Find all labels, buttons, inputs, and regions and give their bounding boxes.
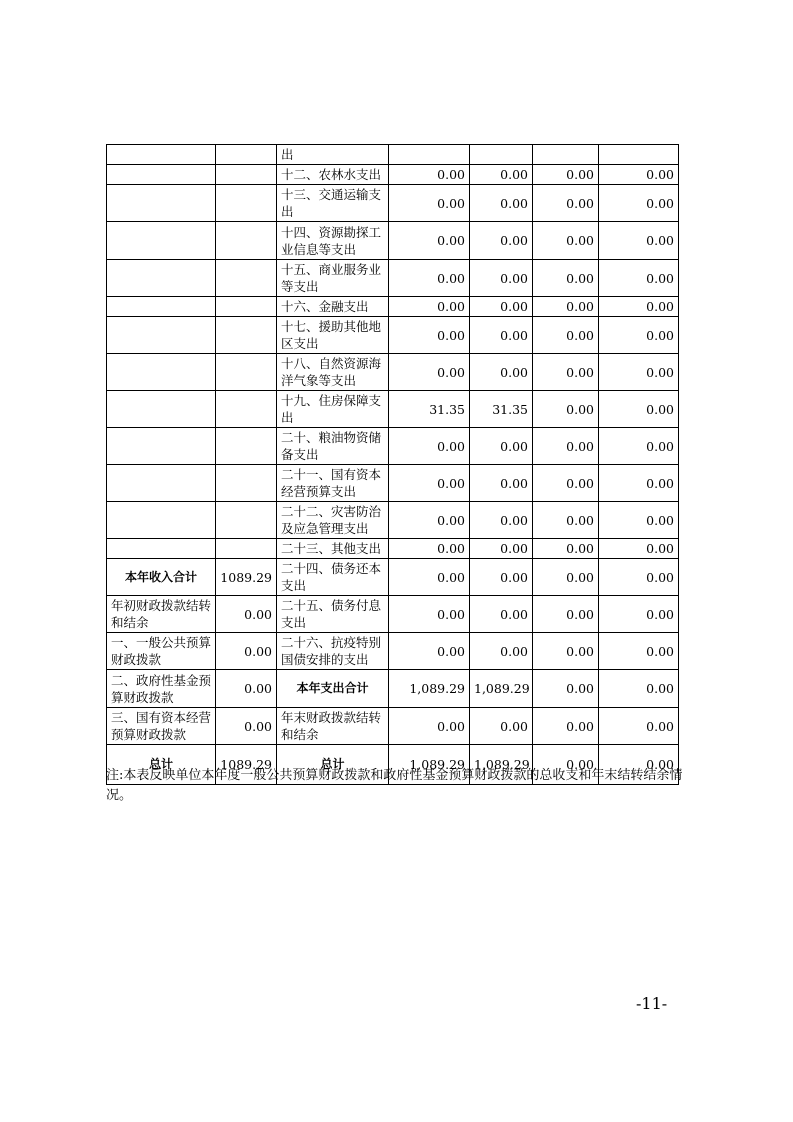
value-cell: 0.00 [389,222,470,260]
left-value-cell [216,539,277,559]
left-label-cell: 三、国有资本经营预算财政拨款 [107,708,216,745]
value-cell: 0.00 [389,596,470,633]
left-label-cell [107,260,216,297]
value-cell: 0.00 [389,185,470,222]
value-cell: 0.00 [470,596,533,633]
left-label-cell [107,502,216,539]
item-cell: 出 [277,145,389,165]
left-value-cell: 0.00 [216,596,277,633]
left-label-cell: 总计 [107,745,216,785]
value-cell: 0.00 [533,465,599,502]
value-cell: 0.00 [389,354,470,391]
value-cell: 0.00 [470,165,533,185]
value-cell [389,145,470,165]
value-cell: 0.00 [599,708,679,745]
left-label-cell: 二、政府性基金预算财政拨款 [107,670,216,708]
table-row [107,145,679,165]
value-cell: 0.00 [389,539,470,559]
value-cell: 0.00 [470,260,533,297]
table-row [107,185,679,222]
table-row [107,297,679,317]
left-value-cell [216,465,277,502]
value-cell: 0.00 [533,559,599,596]
value-cell: 0.00 [533,745,599,785]
value-cell: 0.00 [470,559,533,596]
value-cell: 0.00 [389,502,470,539]
budget-table [106,144,679,785]
left-label-cell: 一、一般公共预算财政拨款 [107,633,216,670]
table-row [107,317,679,354]
left-value-cell [216,260,277,297]
left-value-cell: 1089.29 [216,745,277,785]
left-value-cell: 1089.29 [216,559,277,596]
left-label-cell [107,391,216,428]
left-label-cell [107,428,216,465]
left-value-cell [216,391,277,428]
value-cell: 0.00 [470,708,533,745]
value-cell: 0.00 [389,559,470,596]
table-row [107,539,679,559]
value-cell: 0.00 [389,317,470,354]
value-cell: 0.00 [599,317,679,354]
value-cell: 1,089.29 [389,670,470,708]
left-value-cell [216,297,277,317]
item-cell: 十二、农林水支出 [277,165,389,185]
item-cell: 年末财政拨款结转和结余 [277,708,389,745]
value-cell: 0.00 [533,354,599,391]
value-cell: 0.00 [470,633,533,670]
value-cell: 0.00 [470,297,533,317]
value-cell [533,145,599,165]
value-cell: 0.00 [533,708,599,745]
left-label-cell [107,354,216,391]
value-cell: 0.00 [470,185,533,222]
value-cell: 0.00 [599,260,679,297]
item-cell: 二十六、抗疫特别国债安排的支出 [277,633,389,670]
value-cell: 1,089.29 [389,745,470,785]
left-value-cell [216,317,277,354]
table-row [107,670,679,708]
left-value-cell [216,428,277,465]
value-cell: 0.00 [533,222,599,260]
item-cell: 二十三、其他支出 [277,539,389,559]
value-cell: 0.00 [533,596,599,633]
value-cell [470,145,533,165]
value-cell: 0.00 [599,539,679,559]
value-cell: 0.00 [389,708,470,745]
value-cell: 0.00 [599,185,679,222]
value-cell: 0.00 [533,428,599,465]
left-label-cell: 本年收入合计 [107,559,216,596]
left-value-cell [216,222,277,260]
item-cell: 二十二、灾害防治及应急管理支出 [277,502,389,539]
value-cell: 0.00 [599,465,679,502]
value-cell: 0.00 [599,633,679,670]
left-value-cell: 0.00 [216,708,277,745]
value-cell: 0.00 [389,633,470,670]
value-cell: 0.00 [599,354,679,391]
item-cell: 十三、交通运输支出 [277,185,389,222]
value-cell: 0.00 [599,559,679,596]
left-value-cell [216,185,277,222]
left-label-cell [107,297,216,317]
table-row [107,633,679,670]
item-cell: 总计 [277,745,389,785]
left-label-cell [107,145,216,165]
table-row [107,391,679,428]
value-cell: 0.00 [389,165,470,185]
value-cell: 0.00 [470,222,533,260]
value-cell: 1,089.29 [470,670,533,708]
value-cell: 0.00 [533,391,599,428]
table-row [107,596,679,633]
table-row [107,502,679,539]
value-cell: 0.00 [470,317,533,354]
value-cell: 0.00 [389,465,470,502]
left-label-cell [107,317,216,354]
value-cell: 0.00 [599,596,679,633]
value-cell: 0.00 [470,428,533,465]
item-cell: 十四、资源勘探工业信息等支出 [277,222,389,260]
value-cell: 0.00 [599,297,679,317]
value-cell [599,145,679,165]
left-label-cell [107,539,216,559]
item-cell: 二十五、债务付息支出 [277,596,389,633]
table-row [107,559,679,596]
left-value-cell [216,354,277,391]
item-cell: 十五、商业服务业等支出 [277,260,389,297]
value-cell: 0.00 [533,633,599,670]
value-cell: 0.00 [533,185,599,222]
item-cell: 十九、住房保障支出 [277,391,389,428]
value-cell: 0.00 [533,297,599,317]
value-cell: 1,089.29 [470,745,533,785]
value-cell: 0.00 [599,222,679,260]
value-cell: 0.00 [533,165,599,185]
value-cell: 0.00 [470,502,533,539]
left-value-cell [216,165,277,185]
left-value-cell: 0.00 [216,670,277,708]
value-cell: 0.00 [599,391,679,428]
table-row [107,260,679,297]
item-cell: 十六、金融支出 [277,297,389,317]
left-label-cell [107,465,216,502]
value-cell: 0.00 [389,297,470,317]
left-label-cell [107,185,216,222]
value-cell: 0.00 [533,502,599,539]
value-cell: 0.00 [533,539,599,559]
table-row [107,165,679,185]
value-cell: 0.00 [470,354,533,391]
left-label-cell [107,165,216,185]
left-label-cell: 年初财政拨款结转和结余 [107,596,216,633]
item-cell: 本年支出合计 [277,670,389,708]
value-cell: 0.00 [533,317,599,354]
table-row [107,354,679,391]
value-cell: 0.00 [599,165,679,185]
value-cell: 0.00 [533,670,599,708]
value-cell: 0.00 [389,428,470,465]
item-cell: 十七、援助其他地区支出 [277,317,389,354]
item-cell: 二十一、国有资本经营预算支出 [277,465,389,502]
table-row [107,222,679,260]
value-cell: 0.00 [533,260,599,297]
left-label-cell [107,222,216,260]
table-row [107,428,679,465]
value-cell: 0.00 [470,539,533,559]
left-value-cell [216,502,277,539]
value-cell: 0.00 [599,428,679,465]
table-row [107,708,679,745]
value-cell: 31.35 [389,391,470,428]
value-cell: 31.35 [470,391,533,428]
page-number: -11- [636,994,668,1013]
value-cell: 0.00 [389,260,470,297]
value-cell: 0.00 [470,465,533,502]
left-value-cell [216,145,277,165]
item-cell: 十八、自然资源海洋气象等支出 [277,354,389,391]
value-cell: 0.00 [599,745,679,785]
table-row [107,465,679,502]
value-cell: 0.00 [599,670,679,708]
value-cell: 0.00 [599,502,679,539]
table-note: 注:本表反映单位本年度一般公共预算财政拨款和政府性基金预算财政拨款的总收支和年末结转结余情况。 [106,768,683,803]
item-cell: 二十四、债务还本支出 [277,559,389,596]
left-value-cell: 0.00 [216,633,277,670]
item-cell: 二十、粮油物资储备支出 [277,428,389,465]
